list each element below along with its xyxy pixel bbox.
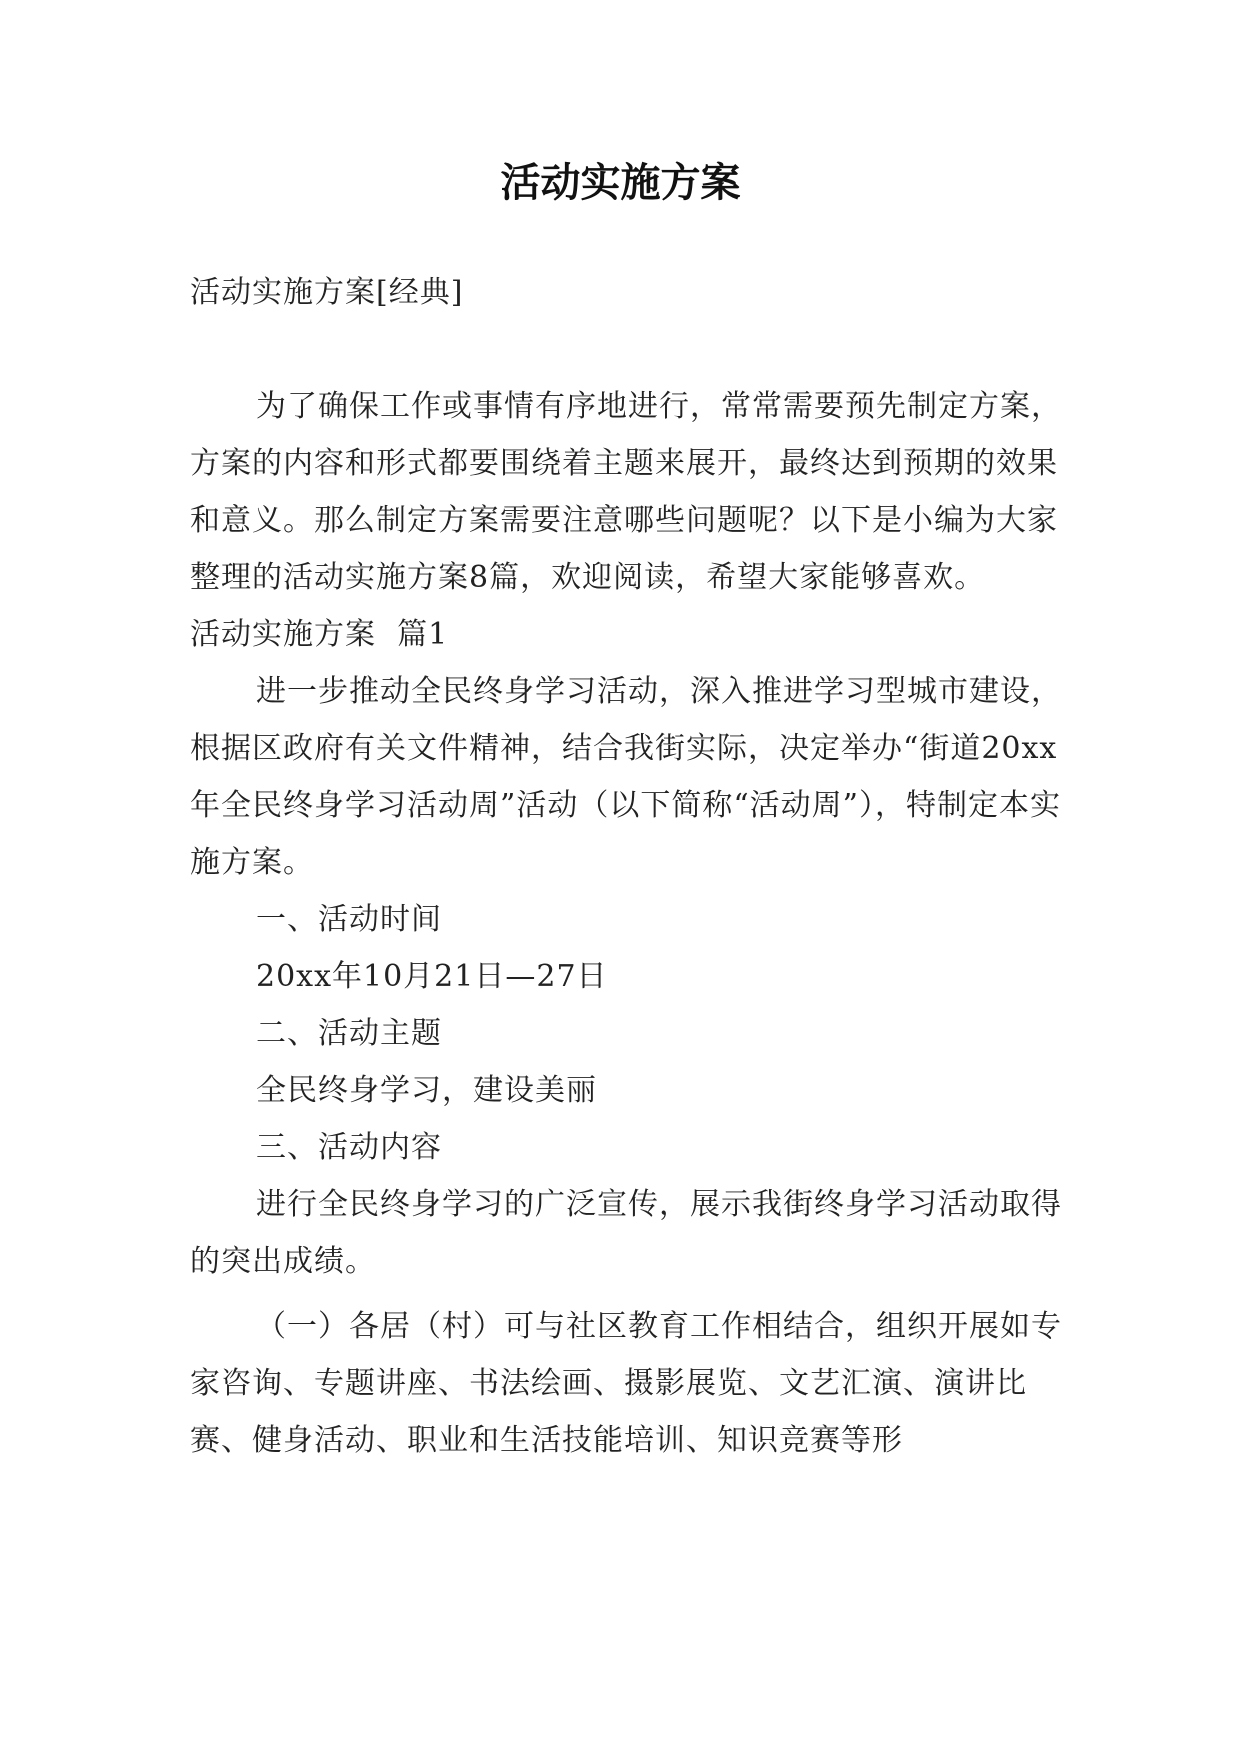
piece-intro-paragraph: 进一步推动全民终身学习活动，深入推进学习型城市建设，根据区政府有关文件精神，结合我街实际，决定举办“街道20xx年全民终身学习活动周”活动（以下简称“活动周”），特制定本实施方案。 [190, 674, 1062, 880]
section-text-time: 20xx年10月21日—27日 [256, 959, 608, 994]
document-body [190, 264, 1070, 1469]
section-text-theme: 全民终身学习，建设美丽 [256, 1073, 597, 1108]
document-subtitle: 活动实施方案[经典] [190, 275, 464, 310]
document-title: 活动实施方案 [500, 159, 741, 206]
intro-paragraph: 为了确保工作或事情有序地进行，常常需要预先制定方案，方案的内容和形式都要围绕着主题来展开，最终达到预期的效果和意义。那么制定方案需要注意哪些问题呢？以下是小编为大家整理的活动实施方案8篇，欢迎阅读，希望大家能够喜欢。 [190, 389, 1062, 595]
piece-heading: 活动实施方案 篇1 [190, 617, 449, 652]
section-heading-time: 一、活动时间 [256, 902, 442, 937]
section-heading-theme: 二、活动主题 [256, 1016, 442, 1051]
paragraph-gap [190, 1290, 1070, 1298]
section-heading-content: 三、活动内容 [256, 1130, 442, 1165]
content-item-1: （一）各居（村）可与社区教育工作相结合，组织开展如专家咨询、专题讲座、书法绘画、摄影展览、文艺汇演、演讲比赛、健身活动、职业和生活技能培训、知识竞赛等形 [190, 1309, 1062, 1458]
section-text-content: 进行全民终身学习的广泛宣传，展示我街终身学习活动取得的突出成绩。 [190, 1187, 1062, 1279]
